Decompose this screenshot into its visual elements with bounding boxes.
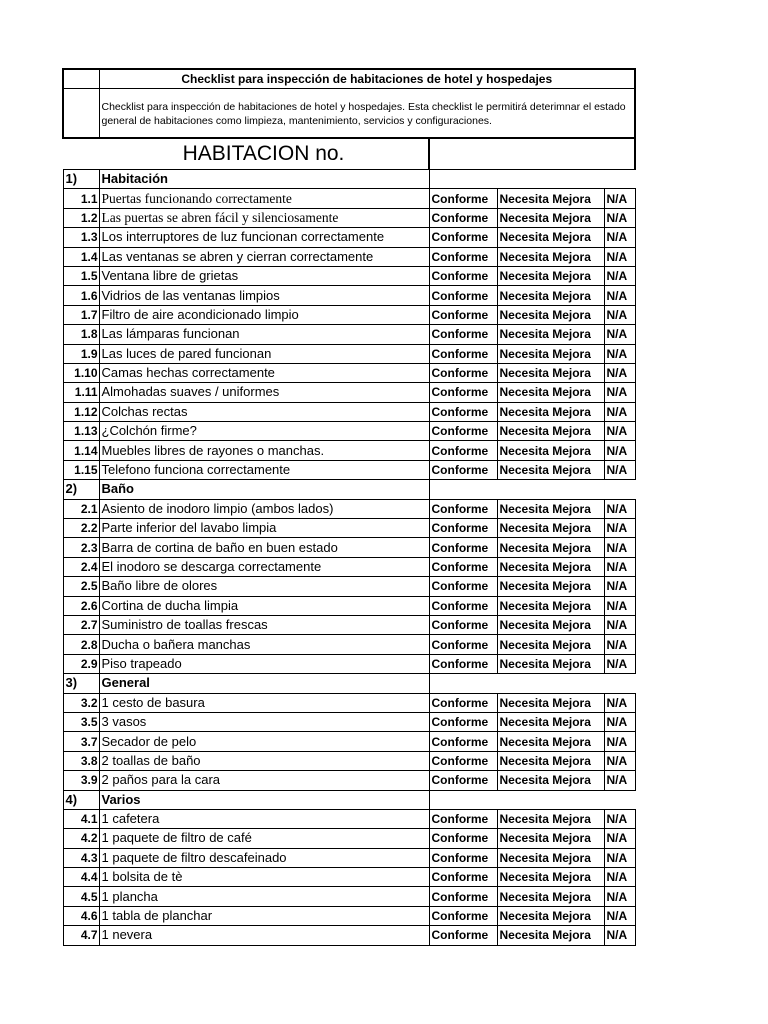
checklist-item-row (63, 712, 635, 731)
option-necesita-mejora[interactable]: Necesita Mejora (497, 422, 604, 441)
item-description: Piso trapeado (99, 654, 429, 673)
description-row (63, 89, 635, 139)
checklist-item-row (63, 383, 635, 402)
option-na[interactable]: N/A (604, 519, 635, 538)
checklist-item-row (63, 402, 635, 421)
item-description: 2 paños para la cara (99, 771, 429, 790)
option-necesita-mejora[interactable]: Necesita Mejora (497, 848, 604, 867)
option-na[interactable]: N/A (604, 422, 635, 441)
checklist-item-row (63, 829, 635, 848)
checklist-item-row (63, 266, 635, 285)
option-necesita-mejora[interactable]: Necesita Mejora (497, 460, 604, 479)
item-number: 4.1 (63, 809, 99, 828)
section-title: Baño (99, 480, 429, 499)
item-description: Barra de cortina de baño en buen estado (99, 538, 429, 557)
checklist-item-row (63, 228, 635, 247)
item-description: 1 cesto de basura (99, 693, 429, 712)
option-na[interactable]: N/A (604, 402, 635, 421)
item-number: 1.2 (63, 208, 99, 227)
option-necesita-mejora[interactable]: Necesita Mejora (497, 771, 604, 790)
option-conforme[interactable]: Conforme (429, 363, 497, 382)
section-number: 2) (63, 480, 99, 499)
option-necesita-mejora[interactable]: Necesita Mejora (497, 577, 604, 596)
section-blank-cell (429, 790, 635, 809)
option-na[interactable]: N/A (604, 596, 635, 615)
item-number: 1.14 (63, 441, 99, 460)
option-necesita-mejora[interactable]: Necesita Mejora (497, 247, 604, 266)
checklist-item-row (63, 906, 635, 925)
item-description: Las ventanas se abren y cierran correctamente (99, 247, 429, 266)
option-conforme[interactable]: Conforme (429, 344, 497, 363)
option-necesita-mejora[interactable]: Necesita Mejora (497, 615, 604, 634)
checklist-item-row (63, 247, 635, 266)
section-header-row (63, 674, 635, 693)
option-necesita-mejora[interactable]: Necesita Mejora (497, 693, 604, 712)
item-number: 1.1 (63, 189, 99, 208)
section-title: General (99, 674, 429, 693)
option-necesita-mejora[interactable]: Necesita Mejora (497, 712, 604, 731)
item-description: Almohadas suaves / uniformes (99, 383, 429, 402)
checklist-item-row (63, 868, 635, 887)
option-na[interactable]: N/A (604, 305, 635, 324)
option-na[interactable]: N/A (604, 751, 635, 770)
item-number: 1.7 (63, 305, 99, 324)
checklist-item-row (63, 557, 635, 576)
option-necesita-mejora[interactable]: Necesita Mejora (497, 732, 604, 751)
checklist-item-row (63, 809, 635, 828)
item-description: 1 bolsita de tè (99, 868, 429, 887)
option-necesita-mejora[interactable]: Necesita Mejora (497, 228, 604, 247)
section-header-row (63, 480, 635, 499)
option-na[interactable]: N/A (604, 460, 635, 479)
item-description: Las puertas se abren fácil y silenciosamente (99, 208, 429, 227)
section-header-row (63, 790, 635, 809)
item-number: 1.10 (63, 363, 99, 382)
option-conforme[interactable]: Conforme (429, 906, 497, 925)
option-na[interactable]: N/A (604, 693, 635, 712)
checklist-item-row (63, 538, 635, 557)
section-blank-cell (429, 170, 635, 189)
option-conforme[interactable]: Conforme (429, 693, 497, 712)
checklist-item-row (63, 926, 635, 945)
option-na[interactable]: N/A (604, 383, 635, 402)
option-na[interactable]: N/A (604, 286, 635, 305)
section-number: 4) (63, 790, 99, 809)
option-necesita-mejora[interactable]: Necesita Mejora (497, 344, 604, 363)
item-number: 4.2 (63, 829, 99, 848)
option-conforme[interactable]: Conforme (429, 868, 497, 887)
option-conforme[interactable]: Conforme (429, 771, 497, 790)
option-necesita-mejora[interactable]: Necesita Mejora (497, 402, 604, 421)
section-number: 3) (63, 674, 99, 693)
option-conforme[interactable]: Conforme (429, 189, 497, 208)
section-number: 1) (63, 170, 99, 189)
option-na[interactable]: N/A (604, 363, 635, 382)
item-description: 2 toallas de baño (99, 751, 429, 770)
checklist-body (63, 69, 635, 945)
option-conforme[interactable]: Conforme (429, 887, 497, 906)
option-necesita-mejora[interactable]: Necesita Mejora (497, 305, 604, 324)
option-conforme[interactable]: Conforme (429, 499, 497, 518)
option-na[interactable]: N/A (604, 499, 635, 518)
title-blank-cell (63, 69, 99, 89)
item-number: 4.3 (63, 848, 99, 867)
item-number: 4.6 (63, 906, 99, 925)
item-description: Asiento de inodoro limpio (ambos lados) (99, 499, 429, 518)
item-description: Muebles libres de rayones o manchas. (99, 441, 429, 460)
item-description: Filtro de aire acondicionado limpio (99, 305, 429, 324)
option-na[interactable]: N/A (604, 577, 635, 596)
item-number: 2.4 (63, 557, 99, 576)
option-necesita-mejora[interactable]: Necesita Mejora (497, 286, 604, 305)
checklist-item-row (63, 325, 635, 344)
item-description: 1 cafetera (99, 809, 429, 828)
option-na[interactable]: N/A (604, 266, 635, 285)
item-description: Baño libre de olores (99, 577, 429, 596)
section-header-row (63, 170, 635, 189)
option-na[interactable]: N/A (604, 615, 635, 634)
section-blank-cell (429, 674, 635, 693)
option-na[interactable]: N/A (604, 887, 635, 906)
option-conforme[interactable]: Conforme (429, 383, 497, 402)
option-necesita-mejora[interactable]: Necesita Mejora (497, 266, 604, 285)
option-conforme[interactable]: Conforme (429, 422, 497, 441)
checklist-table (62, 68, 636, 946)
item-number: 1.9 (63, 344, 99, 363)
item-description: Las luces de pared funcionan (99, 344, 429, 363)
item-number: 2.5 (63, 577, 99, 596)
option-conforme[interactable]: Conforme (429, 228, 497, 247)
checklist-item-row (63, 635, 635, 654)
option-na[interactable]: N/A (604, 848, 635, 867)
option-conforme[interactable]: Conforme (429, 460, 497, 479)
checklist-item-row (63, 363, 635, 382)
option-necesita-mejora[interactable]: Necesita Mejora (497, 809, 604, 828)
option-na[interactable]: N/A (604, 208, 635, 227)
option-na[interactable]: N/A (604, 771, 635, 790)
option-necesita-mejora[interactable]: Necesita Mejora (497, 383, 604, 402)
option-necesita-mejora[interactable]: Necesita Mejora (497, 887, 604, 906)
section-title: Habitación (99, 170, 429, 189)
checklist-item-row (63, 577, 635, 596)
item-number: 4.7 (63, 926, 99, 945)
option-conforme[interactable]: Conforme (429, 577, 497, 596)
room-blank-cell (63, 138, 99, 170)
item-description: Ducha o bañera manchas (99, 635, 429, 654)
item-description: Puertas funcionando correctamente (99, 189, 429, 208)
checklist-item-row (63, 751, 635, 770)
item-number: 4.5 (63, 887, 99, 906)
option-conforme[interactable]: Conforme (429, 325, 497, 344)
checklist-item-row (63, 732, 635, 751)
option-na[interactable]: N/A (604, 732, 635, 751)
item-description: 1 tabla de planchar (99, 906, 429, 925)
item-description: Vidrios de las ventanas limpios (99, 286, 429, 305)
item-description: Telefono funciona correctamente (99, 460, 429, 479)
item-number: 1.13 (63, 422, 99, 441)
option-necesita-mejora[interactable]: Necesita Mejora (497, 596, 604, 615)
item-description: 1 nevera (99, 926, 429, 945)
option-conforme[interactable]: Conforme (429, 266, 497, 285)
option-na[interactable]: N/A (604, 247, 635, 266)
checklist-description: Checklist para inspección de habitaciones de hotel y hospedajes. Esta checklist le permitirá deterimnar el estado general de habitaciones como limpieza, mantenimiento, servicios y configuraciones. (99, 89, 635, 139)
item-number: 3.8 (63, 751, 99, 770)
room-number-row (63, 138, 635, 170)
item-number: 1.11 (63, 383, 99, 402)
room-number-label: HABITACION no. (99, 138, 429, 170)
option-conforme[interactable]: Conforme (429, 557, 497, 576)
item-description: Parte inferior del lavabo limpia (99, 519, 429, 538)
option-necesita-mejora[interactable]: Necesita Mejora (497, 325, 604, 344)
option-na[interactable]: N/A (604, 344, 635, 363)
checklist-item-row (63, 771, 635, 790)
item-number: 2.3 (63, 538, 99, 557)
option-na[interactable]: N/A (604, 868, 635, 887)
option-na[interactable]: N/A (604, 809, 635, 828)
item-number: 2.6 (63, 596, 99, 615)
checklist-item-row (63, 460, 635, 479)
option-na[interactable]: N/A (604, 635, 635, 654)
option-na[interactable]: N/A (604, 926, 635, 945)
item-description: 1 paquete de filtro de café (99, 829, 429, 848)
checklist-item-row (63, 848, 635, 867)
item-description: 1 plancha (99, 887, 429, 906)
item-number: 1.4 (63, 247, 99, 266)
description-blank-cell (63, 89, 99, 139)
option-necesita-mejora[interactable]: Necesita Mejora (497, 557, 604, 576)
item-number: 1.15 (63, 460, 99, 479)
item-number: 3.5 (63, 712, 99, 731)
item-number: 3.7 (63, 732, 99, 751)
checklist-item-row (63, 615, 635, 634)
item-description: Colchas rectas (99, 402, 429, 421)
option-na[interactable]: N/A (604, 325, 635, 344)
item-description: Los interruptores de luz funcionan correctamente (99, 228, 429, 247)
checklist-item-row (63, 286, 635, 305)
item-number: 2.2 (63, 519, 99, 538)
option-conforme[interactable]: Conforme (429, 519, 497, 538)
item-number: 2.8 (63, 635, 99, 654)
title-row (63, 69, 635, 89)
checklist-item-row (63, 499, 635, 518)
option-conforme[interactable]: Conforme (429, 596, 497, 615)
item-number: 2.7 (63, 615, 99, 634)
option-na[interactable]: N/A (604, 829, 635, 848)
item-description: Suministro de toallas frescas (99, 615, 429, 634)
item-number: 3.9 (63, 771, 99, 790)
option-conforme[interactable]: Conforme (429, 538, 497, 557)
option-necesita-mejora[interactable]: Necesita Mejora (497, 868, 604, 887)
option-conforme[interactable]: Conforme (429, 926, 497, 945)
option-necesita-mejora[interactable]: Necesita Mejora (497, 189, 604, 208)
checklist-item-row (63, 208, 635, 227)
item-description: Las lámparas funcionan (99, 325, 429, 344)
checklist-item-row (63, 519, 635, 538)
option-necesita-mejora[interactable]: Necesita Mejora (497, 751, 604, 770)
item-description: El inodoro se descarga correctamente (99, 557, 429, 576)
room-number-field[interactable] (429, 138, 635, 170)
option-conforme[interactable]: Conforme (429, 732, 497, 751)
item-number: 3.2 (63, 693, 99, 712)
option-conforme[interactable]: Conforme (429, 208, 497, 227)
option-necesita-mejora[interactable]: Necesita Mejora (497, 499, 604, 518)
item-description: Cortina de ducha limpia (99, 596, 429, 615)
option-na[interactable]: N/A (604, 538, 635, 557)
option-necesita-mejora[interactable]: Necesita Mejora (497, 208, 604, 227)
section-blank-cell (429, 480, 635, 499)
option-conforme[interactable]: Conforme (429, 635, 497, 654)
option-conforme[interactable]: Conforme (429, 441, 497, 460)
item-description: Secador de pelo (99, 732, 429, 751)
option-conforme[interactable]: Conforme (429, 654, 497, 673)
option-necesita-mejora[interactable]: Necesita Mejora (497, 829, 604, 848)
option-na[interactable]: N/A (604, 228, 635, 247)
checklist-item-row (63, 344, 635, 363)
option-necesita-mejora[interactable]: Necesita Mejora (497, 635, 604, 654)
checklist-item-row (63, 654, 635, 673)
item-number: 4.4 (63, 868, 99, 887)
option-necesita-mejora[interactable]: Necesita Mejora (497, 441, 604, 460)
item-number: 1.5 (63, 266, 99, 285)
option-conforme[interactable]: Conforme (429, 615, 497, 634)
checklist-item-row (63, 441, 635, 460)
option-na[interactable]: N/A (604, 557, 635, 576)
checklist-item-row (63, 422, 635, 441)
option-na[interactable]: N/A (604, 441, 635, 460)
option-conforme[interactable]: Conforme (429, 848, 497, 867)
item-number: 1.12 (63, 402, 99, 421)
option-necesita-mejora[interactable]: Necesita Mejora (497, 538, 604, 557)
option-conforme[interactable]: Conforme (429, 305, 497, 324)
checklist-item-row (63, 305, 635, 324)
item-description: 3 vasos (99, 712, 429, 731)
item-description: Camas hechas correctamente (99, 363, 429, 382)
item-number: 2.9 (63, 654, 99, 673)
item-description: 1 paquete de filtro descafeinado (99, 848, 429, 867)
checklist-item-row (63, 887, 635, 906)
option-na[interactable]: N/A (604, 654, 635, 673)
option-na[interactable]: N/A (604, 906, 635, 925)
checklist-item-row (63, 693, 635, 712)
item-number: 1.6 (63, 286, 99, 305)
option-conforme[interactable]: Conforme (429, 247, 497, 266)
item-number: 1.8 (63, 325, 99, 344)
option-necesita-mejora[interactable]: Necesita Mejora (497, 906, 604, 925)
option-conforme[interactable]: Conforme (429, 712, 497, 731)
option-necesita-mejora[interactable]: Necesita Mejora (497, 926, 604, 945)
option-necesita-mejora[interactable]: Necesita Mejora (497, 519, 604, 538)
option-na[interactable]: N/A (604, 189, 635, 208)
option-necesita-mejora[interactable]: Necesita Mejora (497, 363, 604, 382)
option-necesita-mejora[interactable]: Necesita Mejora (497, 654, 604, 673)
checklist-item-row (63, 596, 635, 615)
option-na[interactable]: N/A (604, 712, 635, 731)
option-conforme[interactable]: Conforme (429, 809, 497, 828)
item-description: Ventana libre de grietas (99, 266, 429, 285)
checklist-title: Checklist para inspección de habitaciones de hotel y hospedajes (99, 69, 635, 89)
option-conforme[interactable]: Conforme (429, 286, 497, 305)
option-conforme[interactable]: Conforme (429, 829, 497, 848)
checklist-item-row (63, 189, 635, 208)
option-conforme[interactable]: Conforme (429, 402, 497, 421)
section-title: Varios (99, 790, 429, 809)
item-number: 1.3 (63, 228, 99, 247)
item-description: ¿Colchón firme? (99, 422, 429, 441)
item-number: 2.1 (63, 499, 99, 518)
option-conforme[interactable]: Conforme (429, 751, 497, 770)
